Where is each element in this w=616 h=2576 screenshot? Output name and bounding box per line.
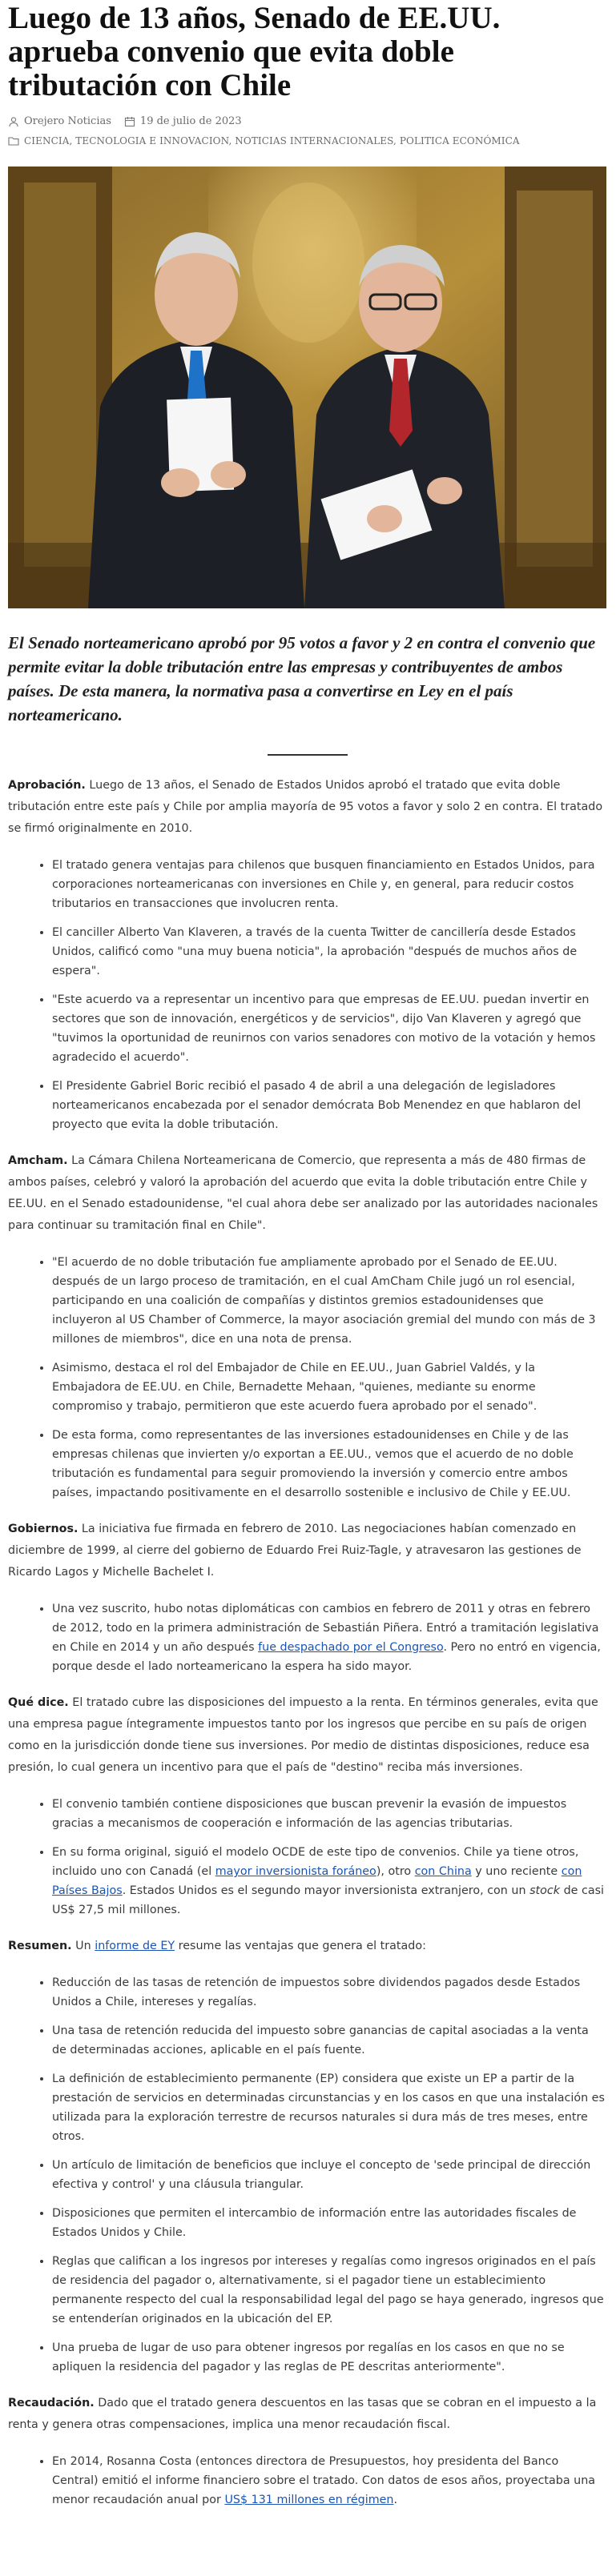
section-heading: Resumen. — [8, 1940, 72, 1952]
list-item: • En su forma original, siguió el modelo OCDE de este tipo de convenios. Chile ya tiene otros, incluido uno con Canadá (el mayor inversionista foráneo), otro con China y uno reciente con Países Bajos. Estados Unidos es el segundo mayor inversionista extranjero, con un stock de casi US$ 27,5 mil millones. — [52, 1843, 606, 1920]
list-item: • En 2014, Rosanna Costa (entonces directora de Presupuestos, hoy presidenta del Banco Central) emitió el informe financiero sobre el tratado. Con datos de esos años, proyectaba una menor recaudación anual por US$ 131 millones en régimen. — [52, 2452, 606, 2510]
article-photo — [8, 167, 606, 608]
list-item: • Una prueba de lugar de uso para obtener ingresos por regalías en los casos en que no se apliquen la residencia del pagador y las reglas de PE descritas anteriormente". — [52, 2338, 606, 2377]
article-title: Luego de 13 años, Senado de EE.UU. aprueba convenio que evita doble tributación con Chile — [8, 1, 501, 102]
list-item: • Asimismo, destaca el rol del Embajador de Chile en EE.UU., Juan Gabriel Valdés, y la Embajadora de EE.UU. en Chile, Bernadette Mehaan, "quienes, mediante su enorme compromiso y trabajo, permitieron que este acuerdo fuera aprobado por el senado". — [52, 1358, 606, 1416]
section-heading: Qué dice. — [8, 1696, 69, 1709]
list-item: • Una tasa de retención reducida del impuesto sobre ganancias de capital asociadas a la venta de determinadas acciones, aplicable en el país fuente. — [52, 2021, 606, 2060]
divider — [268, 754, 348, 756]
list-recaudacion — [8, 2452, 606, 2510]
list-item: • Un artículo de limitación de beneficios que incluye el concepto de 'sede principal de dirección efectiva y control' y una cláusula triangular. — [52, 2156, 606, 2194]
article-meta — [8, 114, 606, 149]
list-gobiernos — [8, 1599, 606, 1676]
list-que-dice — [8, 1795, 606, 1920]
paragraph-recaudacion: Recaudación. Dado que el tratado genera descuentos en las tasas que se cobran en el impuesto a la renta y genera otras compensaciones, implica una menor recaudación fiscal. — [8, 2397, 597, 2431]
user-icon — [8, 116, 19, 127]
article-lead: El Senado norteamericano aprobó por 95 votos a favor y 2 en contra el convenio que permite evitar la doble tributación entre las empresas y contribuyentes de ambos países. De esta manera, la normativa pasa a convertirse en Ley en el país norteamericano. — [8, 633, 596, 724]
china-link[interactable]: con China — [414, 1865, 472, 1878]
list-item: • Disposiciones que permiten el intercambio de información entre las autoridades fiscales de Estados Unidos y Chile. — [52, 2204, 606, 2242]
list-amcham — [8, 1253, 606, 1503]
list-aprobacion — [8, 856, 606, 1134]
publish-date: 19 de julio de 2023 — [139, 115, 242, 127]
paragraph-que-dice: Qué dice. El tratado cubre las disposiciones del impuesto a la renta. En términos generales, evita que una empresa pague íntegramente impuestos tanto por los ingresos que percibe en su país de origen como en la jurisdicción donde tiene sus inversiones. Por medio de distintas disposiciones, reduce esa presión, lo cual genera un incentivo para que el país de "destino" reciba más inversiones. — [8, 1696, 598, 1774]
list-item: • El canciller Alberto Van Klaveren, a través de la cuenta Twitter de cancillería desde Estados Unidos, calificó como "una muy buena noticia", la aprobación "después de muchos años de espera". — [52, 923, 606, 981]
list-item: • Una vez suscrito, hubo notas diplomáticas con cambios en febrero de 2011 y otras en febrero de 2012, todo en la primera administración de Sebastián Piñera. Entró a tramitación legislativa en Chile en 2014 y un año después fue despachado por el Congreso. Pero no entró en vigencia, porque desde el lado norteamericano la espera ha sido mayor. — [52, 1599, 606, 1676]
inversionista-link[interactable]: mayor inversionista foráneo — [215, 1865, 376, 1878]
list-item: • "Este acuerdo va a representar un incentivo para que empresas de EE.UU. puedan invertir en sectores que son de innovación, energéticos y de servicios", dijo Van Klaveren y agregó que "tuvimos la oportunidad de reunirnos con varios senadores con motivo de la votación y hemos agradecido el acuerdo". — [52, 990, 606, 1067]
calendar-icon — [124, 116, 135, 127]
paises-bajos-link[interactable]: con Países Bajos — [52, 1865, 582, 1897]
list-item: • Reducción de las tasas de retención de impuestos sobre dividendos pagados desde Estados Unidos a Chile, intereses y regalías. — [52, 1973, 606, 2012]
folder-icon — [8, 135, 19, 146]
list-item: • El tratado genera ventajas para chilenos que busquen financiamiento en Estados Unidos, para corporaciones norteamericanas con inversiones en Chile y, en general, para reducir costos tributarios en transacciones que involucren renta. — [52, 856, 606, 913]
list-item: • La definición de establecimiento permanente (EP) considera que existe un EP a partir de la prestación de servicios en determinadas circunstancias y en los casos en que una instalación es utilizada para la exploración terrestre de recursos naturales si dura más de tres meses, entre otros. — [52, 2069, 606, 2146]
list-item: • De esta forma, como representantes de las inversiones estadounidenses en Chile y de las empresas chilenas que invierten y/o exportan a EE.UU., vemos que el acuerdo de no doble tributación es fundamental para seguir promoviendo la inversión y comercio entre ambos países, impactando positivamente en el desarrollo sostenible e inclusivo de Chile y EE.UU. — [52, 1426, 606, 1503]
section-heading: Recaudación. — [8, 2397, 95, 2409]
paragraph-resumen: Resumen. Un informe de EY resume las ventajas que genera el tratado: — [8, 1940, 426, 1952]
paragraph-aprobacion: Aprobación. Luego de 13 años, el Senado de Estados Unidos aprobó el tratado que evita doble tributación entre este país y Chile por amplia mayoría de 95 votos a favor y solo 2 en contra. El tratado se firmó originalmente en 2010. — [8, 779, 603, 835]
section-heading: Aprobación. — [8, 779, 86, 792]
section-heading: Gobiernos. — [8, 1523, 79, 1535]
recaudacion-link[interactable]: US$ 131 millones en régimen — [224, 2494, 394, 2506]
list-item: • "El acuerdo de no doble tributación fue ampliamente aprobado por el Senado de EE.UU. después de un largo proceso de tramitación, en el cual AmCham Chile jugó un rol esencial, participando en una coalición de compañías y distintos gremios estadounidenses que incluyeron al US Chamber of Commerce, la mayor asociación gremial del mundo con más de 3 millones de miembros", dice en una nota de prensa. — [52, 1253, 606, 1349]
paragraph-amcham: Amcham. La Cámara Chilena Norteamericana de Comercio, que representa a más de 480 firmas de ambos países, celebró y valoró la aprobación del acuerdo que evita la doble tributación entre Chile y EE.UU. en el Senado estadounidense, "el cual ahora debe ser analizado por las autoridades nacionales para continuar su tramitación final en Chile". — [8, 1154, 598, 1232]
ey-report-link[interactable]: informe de EY — [95, 1940, 175, 1952]
list-resumen — [8, 1973, 606, 2377]
list-item: • Reglas que califican a los ingresos por intereses y regalías como ingresos originados en el país de residencia del pagador o, alternativamente, si el pagador tiene un establecimiento permanente respecto del cual la responsabilidad legal del pago se haya generado, ingresos que se entenderían originados en la ubicación del EP. — [52, 2252, 606, 2329]
section-heading: Amcham. — [8, 1154, 68, 1167]
category-links[interactable]: CIENCIA, TECNOLOGIA E INNOVACION, NOTICIAS INTERNACIONALES, POLITICA ECONÓMICA — [24, 135, 520, 146]
list-item: • El convenio también contiene disposiciones que buscan prevenir la evasión de impuestos gracias a mecanismos de cooperación e información de las agencias tributarias. — [52, 1795, 606, 1833]
congreso-link[interactable]: fue despachado por el Congreso — [258, 1641, 444, 1654]
list-item: • El Presidente Gabriel Boric recibió el pasado 4 de abril a una delegación de legisladores norteamericanos encabezada por el senador demócrata Bob Menendez en que hablaron del proyecto que evita la doble tributación. — [52, 1077, 606, 1134]
paragraph-gobiernos: Gobiernos. La iniciativa fue firmada en febrero de 2010. Las negociaciones habían comenzado en diciembre de 1999, al cierre del gobierno de Eduardo Frei Ruiz-Tagle, y atravesaron las gestiones de Ricardo Lagos y Michelle Bachelet I. — [8, 1523, 582, 1579]
author-link[interactable]: Orejero Noticias — [24, 115, 111, 127]
